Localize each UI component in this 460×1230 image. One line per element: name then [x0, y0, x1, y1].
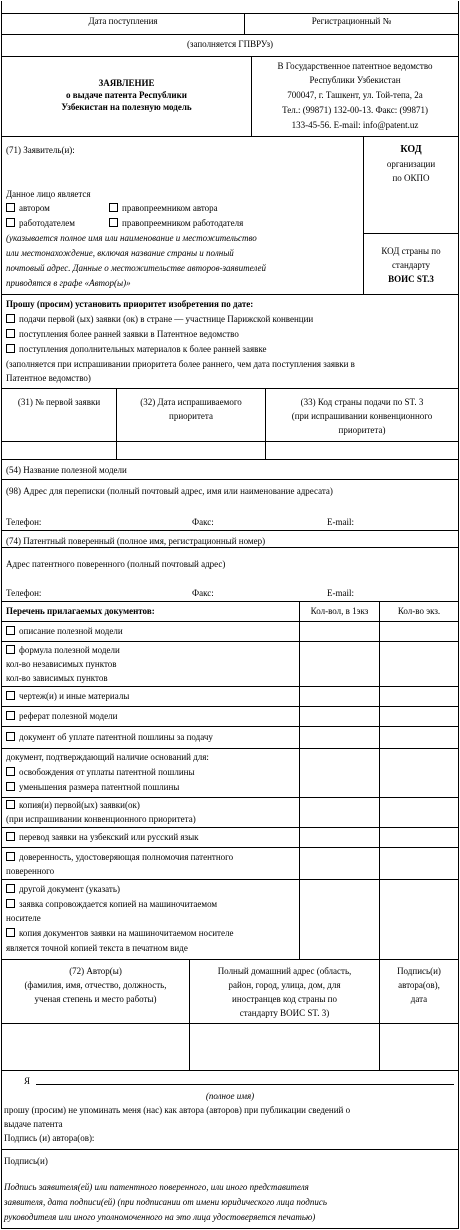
doc-power-of-attorney[interactable]: доверенность, удостоверяющая полномочия патентного [6, 852, 233, 863]
correspondence-fax-label: Факс: [192, 517, 214, 527]
priority-earlier-checkbox[interactable] [6, 329, 15, 338]
doc-first-app-copy[interactable]: копия(и) первой(ых) заявки(ок) [6, 800, 140, 811]
addressee-line4: Тел.: (99871) 132-00-13. Факс: (99871) [282, 105, 428, 115]
home-address-header: Полный домашний адрес (область, [217, 966, 352, 976]
doc-reduction-checkbox[interactable] [6, 782, 15, 791]
okpo-code-label: КОД [400, 144, 422, 155]
priority-date-header-line2: приоритета [169, 411, 213, 421]
okpo-code-line3: по ОКПО [392, 173, 430, 183]
title-block [1, 56, 459, 137]
doc-abstract[interactable]: реферат полезной модели [6, 711, 117, 722]
authors-header-line3: ученая степень и место работы) [34, 994, 157, 1004]
successor-employer-checkbox[interactable] [109, 218, 118, 227]
fill-note: (заполняется ГПВРУз) [186, 39, 274, 49]
priority-date-field[interactable] [117, 442, 265, 459]
addressee-line2: Республики Узбекистан [309, 75, 401, 85]
model-name-label: (54) Название полезной модели [6, 465, 127, 475]
applicant-note-line4: приводятся в графе «Автор(ы)» [6, 278, 131, 288]
doc-description-checkbox[interactable] [6, 626, 15, 635]
successor-employer-option[interactable]: правопреемником работодателя [109, 218, 243, 229]
addressee-line3: 700047, г. Ташкент, ул. Той-тепа, 2а [287, 90, 423, 100]
signature-block[interactable] [1, 1149, 459, 1229]
documents-table [1, 601, 459, 960]
priority-note: (заполняется при испрашивании приоритета более раннего, чем дата поступления заявки в [6, 359, 355, 369]
doc-abstract-checkbox[interactable] [6, 711, 15, 720]
doc-fee-payment[interactable]: документ об уплате патентной пошлины за подачу [6, 732, 213, 743]
signature-note: Подпись заявителя(ей) или патентного поверенного, или иного представителя [4, 1182, 309, 1192]
doc-translation-checkbox[interactable] [6, 832, 15, 841]
signature-note-line2: заявителя, дата подписи(ей) (при подписании от имени юридического лица подпись [4, 1197, 327, 1207]
doc-exact-copy[interactable]: копия документов заявки на машиночитаемом носителе [6, 928, 233, 939]
applicant-block [1, 136, 459, 295]
doc-claims-checkbox[interactable] [6, 645, 15, 654]
doc-translation[interactable]: перевод заявки на узбекский или русский язык [6, 832, 199, 843]
signature-label: Подпись(и) [4, 1156, 48, 1166]
doc-poa-checkbox[interactable] [6, 852, 15, 861]
authors-header-line2: (фамилия, имя, отчество, должность, [24, 980, 167, 990]
doc-drawings[interactable]: чертеж(и) и иные материалы [6, 691, 129, 702]
attorney-fax-label: Факс: [192, 588, 214, 598]
doc-fee-exemption[interactable]: освобождения от уплаты патентной пошлины [6, 767, 195, 778]
first-app-number-field[interactable] [2, 442, 116, 459]
reg-number-label: Регистрационный № [311, 16, 392, 26]
author-address-field[interactable] [190, 1024, 379, 1070]
applicant-label: (71) Заявитель(и): [6, 145, 75, 155]
declaration-ya: Я [24, 1076, 31, 1086]
priority-option-paris[interactable]: подачи первой (ых) заявки (ок) в стране — участнице Парижской конвенции [6, 314, 313, 325]
successor-author-checkbox[interactable] [109, 203, 118, 212]
doc-other[interactable]: другой документ (указать) [6, 884, 120, 895]
doc-first-app-copy-checkbox[interactable] [6, 800, 15, 809]
declaration-text-line2: выдаче патента [4, 1119, 63, 1129]
country-code-field[interactable] [266, 442, 458, 459]
correspondence-label: (98) Адрес для переписки (полный почтовый адрес, имя или наименование адресата) [6, 486, 333, 496]
doc-fee-checkbox[interactable] [6, 732, 15, 741]
attorney-block[interactable] [1, 530, 459, 602]
author-option[interactable]: автором [6, 203, 50, 214]
declaration-block [1, 1070, 459, 1150]
first-application-table [1, 388, 459, 460]
doc-claims[interactable]: формула полезной модели [6, 645, 120, 656]
date-received-label: Дата поступления [88, 16, 158, 26]
addressee-line5: 133-45-56. E-mail: info@patent.uz [291, 120, 419, 130]
dependent-claims-count: кол-во зависимых пунктов [6, 673, 108, 683]
doc-machine-readable[interactable]: заявка сопровождается копией на машиночитаемом [6, 899, 217, 910]
home-address-header-line3: иностранцев код страны по [232, 994, 337, 1004]
employer-checkbox[interactable] [6, 218, 15, 227]
country-code-header-line2: (при испрашивании конвенционного [291, 411, 433, 421]
full-name-caption: (полное имя) [205, 1091, 255, 1101]
attorney-address-label: Адрес патентного поверенного (полный почтовый адрес) [6, 559, 226, 569]
author-signature-header-line2: автора(ов), [398, 980, 440, 990]
author-signature-header-line3: дата [410, 994, 428, 1004]
declaration-text: прошу (просим) не упоминать меня (нас) как автора (авторов) при публикации сведений о [4, 1105, 351, 1115]
doc-power-of-attorney-line2: поверенного [6, 866, 55, 876]
successor-author-option[interactable]: правопреемником автора [109, 203, 218, 214]
author-signature-header: Подпись(и) [397, 966, 441, 976]
attorney-label: (74) Патентный поверенный (полное имя, регистрационный номер) [6, 536, 266, 546]
country-code-header-line3: приоритета) [338, 425, 386, 435]
attorney-email-label: E-mail: [327, 588, 354, 598]
doc-fee-reduction[interactable]: уменьшения размера патентной пошлины [6, 782, 179, 793]
doc-exact-copy-checkbox[interactable] [6, 928, 15, 937]
okpo-code-line2: организации [386, 159, 436, 169]
form-title: ЗАЯВЛЕНИЕ [98, 78, 155, 88]
author-signature-field[interactable] [380, 1024, 458, 1070]
priority-paris-checkbox[interactable] [6, 314, 15, 323]
signature-note-line3: руководителя или иного уполномоченного на это лица удостоверяется печатью) [4, 1212, 316, 1222]
priority-note-line2: Патентное ведомство) [6, 373, 91, 383]
home-address-header-line2: район, город, улица, дом, для [228, 980, 341, 990]
author-sign-label[interactable]: Подпись (и) автора(ов): [4, 1133, 95, 1143]
doc-grounds-heading: документ, подтверждающий наличие оснований для: [6, 752, 209, 762]
doc-drawings-checkbox[interactable] [6, 691, 15, 700]
doc-machine-readable-checkbox[interactable] [6, 899, 15, 908]
form-title-line3: Узбекистан на полезную модель [61, 102, 192, 112]
priority-option-additional[interactable]: поступления дополнительных материалов к более ранней заявке [6, 344, 267, 355]
applicant-note: (указывается полное имя или наименование и местожительство [6, 233, 257, 243]
doc-machine-readable-line2: носителе [6, 913, 41, 923]
doc-first-app-copy-note: (при испрашивании конвенционного приоритета) [6, 814, 196, 824]
priority-title: Прошу (просим) установить приоритет изобретения по дате: [6, 299, 254, 309]
first-app-number-header: (31) № первой заявки [17, 397, 101, 407]
full-name-input-line[interactable] [36, 1084, 454, 1085]
form-title-line2: о выдаче патента Республики [66, 90, 187, 100]
doc-exemption-checkbox[interactable] [6, 767, 15, 776]
priority-date-header: (32) Дата испрашиваемого [140, 397, 242, 407]
priority-block [1, 294, 459, 389]
attorney-phone-label: Телефон: [6, 588, 42, 598]
form-header [1, 1, 459, 57]
home-address-header-line4: стандарту ВОИС ST. 3) [239, 1008, 330, 1018]
employer-option[interactable]: работодателем [6, 218, 75, 229]
country-code-label: КОД страны по [381, 246, 441, 256]
independent-claims-count: кол-во независимых пунктов [6, 659, 117, 669]
copies-column-header: Кол-во экз. [397, 606, 441, 616]
correspondence-phone-label: Телефон: [6, 517, 42, 527]
authors-header: (72) Автор(ы) [69, 966, 122, 976]
applicant-note-line2: или местонахождение, включая название страны и полный [6, 248, 234, 258]
country-code-header: (33) Код страны подачи по ST. 3 [300, 397, 424, 407]
sheets-column-header: Кол-вол, в 1экз [310, 606, 369, 616]
authors-table [1, 959, 459, 1071]
priority-additional-checkbox[interactable] [6, 344, 15, 353]
applicant-note-line3: почтовый адрес. Данные о местожительстве авторов-заявителей [6, 263, 267, 273]
author-checkbox[interactable] [6, 203, 15, 212]
correspondence-email-label: E-mail: [327, 517, 354, 527]
addressee-line1: В Государственное патентное ведомство [277, 61, 433, 71]
doc-other-checkbox[interactable] [6, 884, 15, 893]
model-name-block[interactable] [1, 459, 459, 480]
correspondence-block[interactable] [1, 479, 459, 531]
documents-title: Перечень прилагаемых документов: [6, 606, 155, 616]
doc-exact-copy-line2: является точной копией текста в печатном виде [6, 943, 188, 953]
person-is-label: Данное лицо является [6, 189, 91, 199]
doc-description[interactable]: описание полезной модели [6, 626, 123, 637]
author-name-field[interactable] [2, 1024, 189, 1070]
priority-option-earlier-app[interactable]: поступления более ранней заявки в Патентное ведомство [6, 329, 239, 340]
country-code-line2: стандарту [391, 260, 431, 270]
country-code-line3: ВОИС ST.3 [388, 274, 434, 284]
